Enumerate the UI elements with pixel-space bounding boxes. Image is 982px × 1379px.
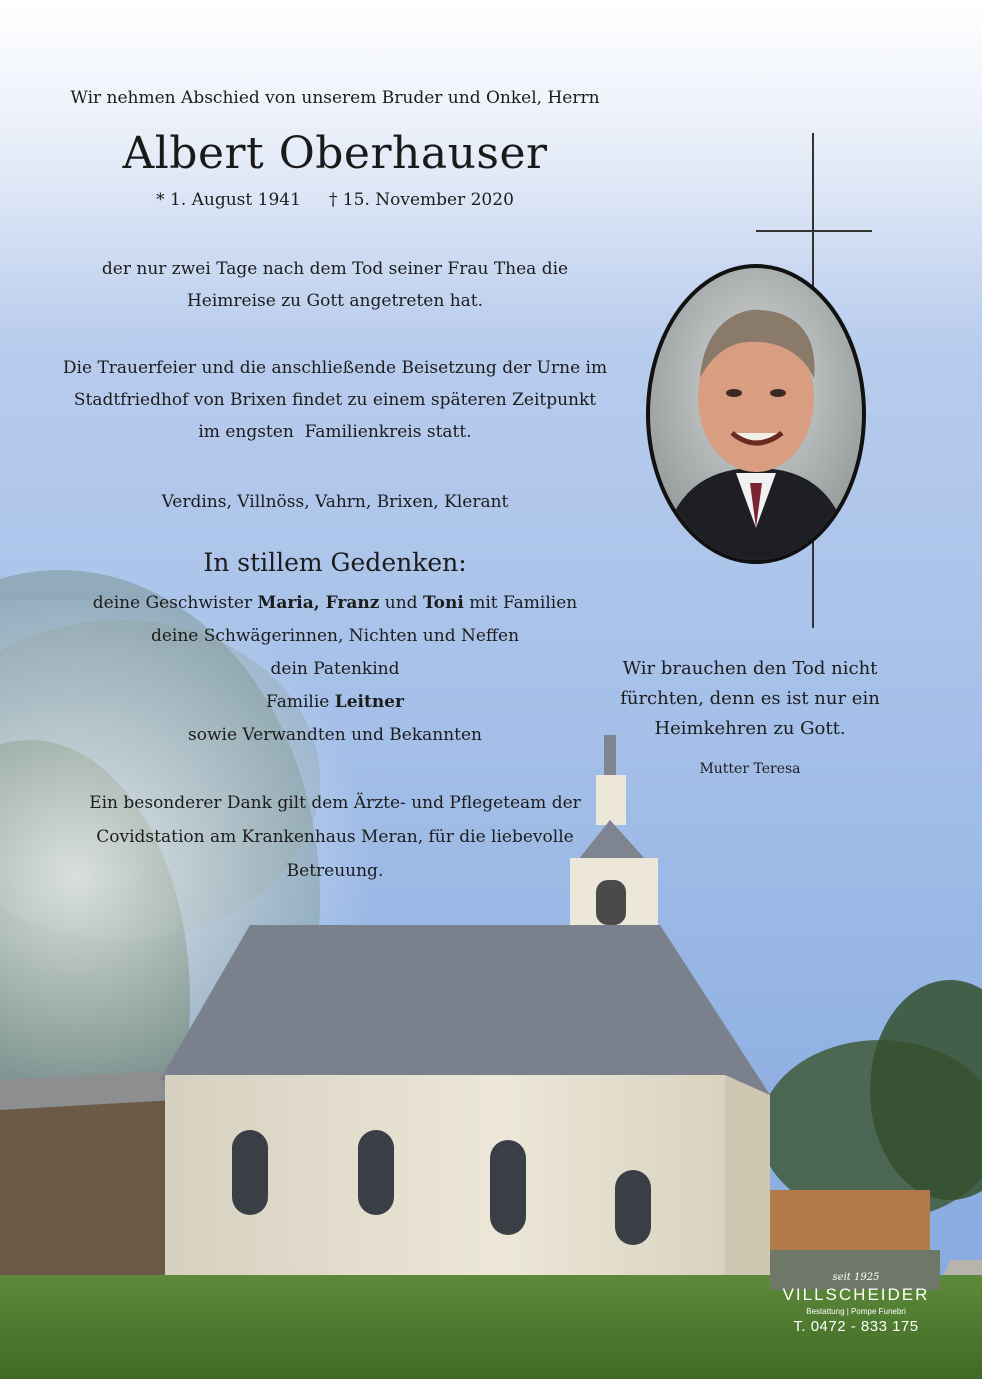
paragraph-passing	[60, 253, 610, 317]
funeral-home-name: VILLSCHEIDER	[782, 1285, 930, 1304]
mourner-line: deine Schwägerinnen, Nichten und Neffen	[150, 626, 520, 646]
quote-line: Wir brauchen den Tod nicht	[622, 658, 878, 679]
paragraph-line: im engsten Familienkreis statt.	[198, 422, 472, 442]
mourner-line	[0, 587, 670, 620]
thanks-line: Ein besonderer Dank gilt dem Ärzte- und Pflegeteam der	[89, 793, 581, 813]
death-date: † 15. November 2020	[328, 190, 514, 210]
paragraph-line: Heimreise zu Gott angetreten hat.	[186, 291, 484, 311]
mourners-title: In stillem Gedenken:	[203, 548, 467, 577]
portrait-photo	[646, 264, 866, 564]
text: mit Familien	[463, 593, 578, 613]
quote-line: Heimkehren zu Gott.	[654, 718, 846, 739]
cross-bar	[756, 230, 872, 232]
deceased-name: Albert Oberhauser	[122, 128, 548, 179]
paragraph-line: der nur zwei Tage nach dem Tod seiner Frau Thea die	[101, 259, 569, 279]
text: deine Geschwister	[92, 593, 258, 613]
life-dates	[0, 190, 670, 210]
text: Familie	[266, 692, 335, 712]
names: Toni	[422, 593, 464, 613]
names: Leitner	[334, 692, 404, 712]
quote	[600, 654, 900, 744]
funeral-home-tagline: Bestattung | Pompe Funebri	[806, 1307, 906, 1316]
places: Verdins, Villnöss, Vahrn, Brixen, Klerant	[161, 492, 509, 512]
paragraph-line: Stadtfriedhof von Brixen findet zu einem späteren Zeitpunkt	[73, 390, 597, 410]
text: und	[379, 593, 423, 613]
names: Maria, Franz	[257, 593, 380, 613]
paragraph-ceremony	[60, 352, 610, 448]
quote-author: Mutter Teresa	[699, 761, 801, 777]
thanks-line: Betreuung.	[286, 861, 384, 881]
mourner-line: dein Patenkind	[270, 659, 400, 679]
paragraph-line: Die Trauerfeier und die anschließende Beisetzung der Urne im	[62, 358, 608, 378]
mourners-list	[0, 587, 670, 752]
mourner-line: sowie Verwandten und Bekannten	[188, 725, 482, 745]
quote-line: fürchten, denn es ist nur ein	[620, 688, 880, 709]
thanks-text	[60, 786, 610, 888]
thanks-line: Covidstation am Krankenhaus Meran, für die liebevolle	[96, 827, 574, 847]
intro-line: Wir nehmen Abschied von unserem Bruder und Onkel, Herrn	[70, 88, 600, 108]
since: seit 1925	[832, 1272, 880, 1283]
mourner-line	[0, 686, 670, 719]
funeral-home-logo	[766, 1272, 946, 1335]
birth-date: * 1. August 1941	[156, 190, 301, 210]
funeral-home-phone: T. 0472 - 833 175	[793, 1318, 919, 1335]
